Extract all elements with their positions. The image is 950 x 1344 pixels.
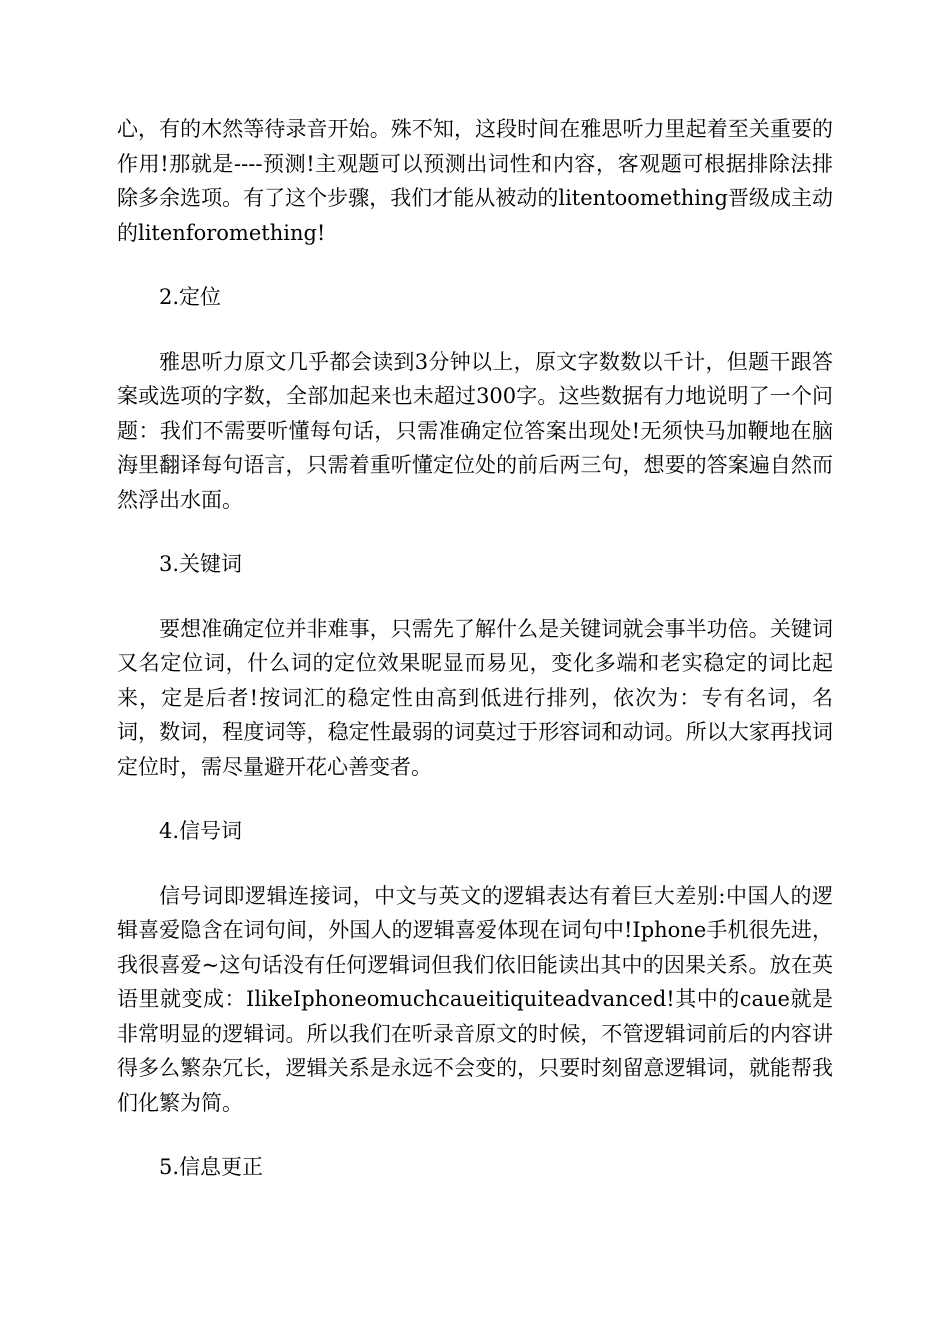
paragraph-keywords: 要想准确定位并非难事，只需先了解什么是关键词就会事半功倍。关键词又名定位词，什么词的定位效果昵显而易见，变化多端和老实稳定的词比起来，定是后者!按词汇的稳定性由高到低进行排列，依次为：专有名词，名词，数词，程度词等，稳定性最弱的词莫过于形容词和动词。所以大家再找词定位时，需尽量避开花心善变者。 [117, 616, 833, 779]
heading-signal-words: 4.信号词 [159, 819, 243, 843]
heading-positioning: 2.定位 [159, 285, 222, 309]
heading-information-correction: 5.信息更正 [159, 1155, 264, 1179]
document-page [117, 112, 833, 1185]
paragraph-positioning: 雅思听力原文几乎都会读到3分钟以上，原文字数数以千计，但题干跟答案或选项的字数，全部加起来也未超过300字。这些数据有力地说明了一个问题：我们不需要听懂每句话，只需准确定位答案出现处!无须快马加鞭地在脑海里翻译每句语言，只需着重听懂定位处的前后两三句，想要的答案遍自然而然浮出水面。 [117, 349, 833, 512]
paragraph-signal-words: 信号词即逻辑连接词，中文与英文的逻辑表达有着巨大差别:中国人的逻辑喜爱隐含在词句间，外国人的逻辑喜爱体现在词句中!Iphone手机很先进，我很喜爱~这句话没有任何逻辑词但我们依旧能读出其中的因果关系。放在英语里就变成：IlikeIphoneomuchcaueitiquiteadvanced!其中的caue就是非常明显的逻辑词。所以我们在听录音原文的时候，不管逻辑词前后的内容讲得多么繁杂冗长，逻辑关系是永远不会变的，只要时刻留意逻辑词，就能帮我们化繁为简。 [117, 883, 833, 1115]
heading-keywords: 3.关键词 [159, 552, 243, 576]
paragraph-prediction: 心，有的木然等待录音开始。殊不知，这段时间在雅思听力里起着至关重要的作用!那就是----预测!主观题可以预测出词性和内容，客观题可根据排除法排除多余选项。有了这个步骤，我们才能从被动的litentoomething晋级成主动的litenforomething! [117, 117, 833, 245]
